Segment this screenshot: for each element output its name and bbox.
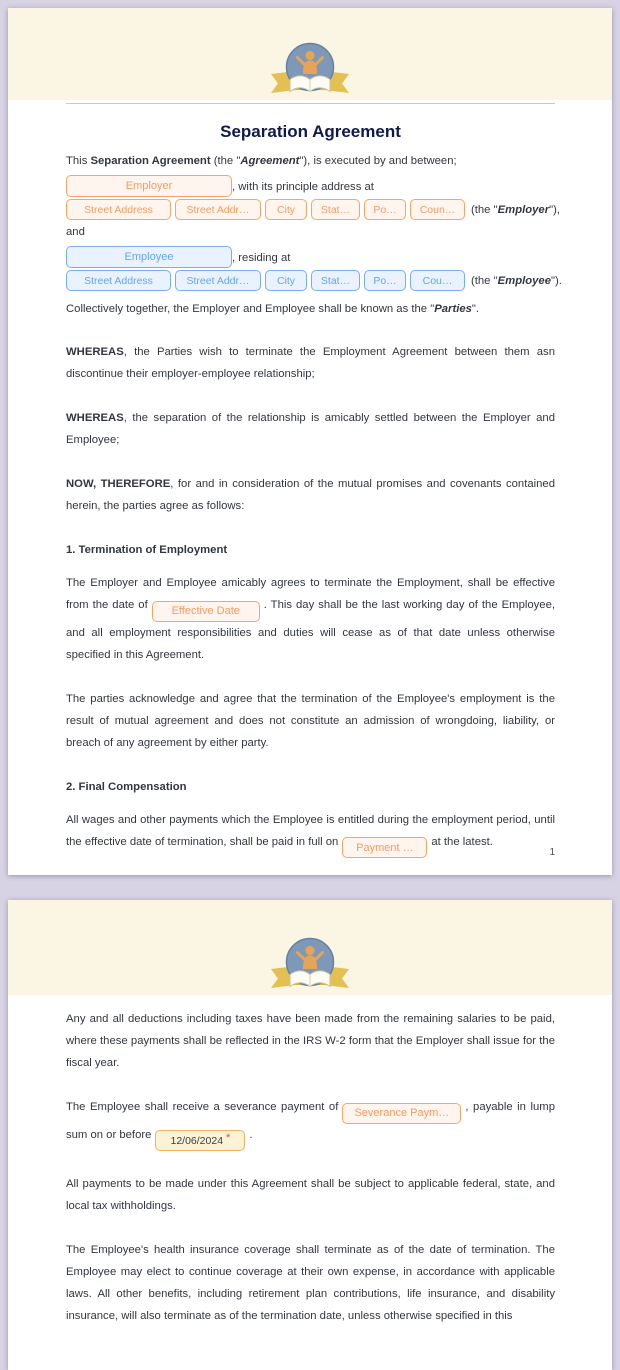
collectively-paragraph xyxy=(66,298,555,320)
employer-country-field[interactable]: Coun… xyxy=(410,199,465,220)
intro-text: This xyxy=(66,155,91,167)
now-therefore-paragraph xyxy=(66,473,555,517)
employee-address-row xyxy=(66,269,562,291)
tax-withholding-paragraph: All payments to be made under this Agreement shall be subject to applicable federal, state, and local tax withholdings. xyxy=(66,1178,555,1212)
severance-paragraph xyxy=(66,1096,555,1151)
logo-icon xyxy=(270,936,350,994)
employer-city-field[interactable]: City xyxy=(265,199,307,220)
compensation-text: All wages and other payments which the Employee is entitled during the employment period, until the effective date of termination, shall be paid in full on xyxy=(66,813,555,848)
suffix-text: (the " xyxy=(471,275,498,287)
collectively-text: Collectively together, the Employer and Employee shall be known as the " xyxy=(66,303,435,315)
employer-postal-field[interactable]: Po… xyxy=(364,199,406,220)
severance-date-value: 12/06/2024 xyxy=(170,1134,224,1147)
now-therefore-text: , for and in consideration of the mutual promises and covenants contained herein, the parties agree as follows: xyxy=(66,478,555,512)
intro-text: (the " xyxy=(210,155,241,167)
intro-paragraph xyxy=(66,151,555,172)
effective-date-field[interactable]: Effective Date xyxy=(152,601,260,622)
severance-text: The Employee shall receive a severance payment of xyxy=(66,1101,339,1113)
compensation-text: at the latest. xyxy=(431,835,493,848)
employer-street-address-2-field[interactable]: Street Addr… xyxy=(175,199,261,220)
final-compensation-paragraph xyxy=(66,809,555,859)
now-therefore-lead: NOW, THEREFORE xyxy=(66,478,171,490)
header-divider xyxy=(66,103,555,104)
employer-name-field[interactable]: Employer xyxy=(66,175,232,197)
employee-suffix-text xyxy=(471,272,562,291)
employee-street-address-field[interactable]: Street Address xyxy=(66,270,171,291)
employer-defined-term: Employer xyxy=(497,204,550,216)
benefits-termination-paragraph: The Employee's health insurance coverage shall terminate as of the date of termination. The Employee may elect to continue coverage at their own expense, in accordance with applicable laws. All other benefits, including retirement plan contributions, life insurance, and disability insurance, will also terminate as of the termination date, unless otherwise specified in this xyxy=(66,1244,555,1322)
and-text: and xyxy=(66,226,85,238)
employee-postal-field[interactable]: Po… xyxy=(364,270,406,291)
whereas-lead: WHEREAS xyxy=(66,346,124,358)
document-page-2 xyxy=(8,900,612,1370)
collectively-text: ". xyxy=(471,303,480,315)
employee-street-address-2-field[interactable]: Street Addr… xyxy=(175,270,261,291)
whereas-lead: WHEREAS xyxy=(66,412,124,424)
acknowledgement-paragraph: The parties acknowledge and agree that the termination of the Employee's employment is the result of mutual agreement and does not constitute an admission of wrongdoing, liability, or breach of any agreement by either party. xyxy=(66,692,555,749)
employee-country-field[interactable]: Cou… xyxy=(410,270,465,291)
employer-state-field[interactable]: Stat… xyxy=(311,199,360,220)
parties-defined-term: Parties xyxy=(434,303,472,315)
severance-text: , payable in lump sum on or before xyxy=(66,1101,555,1141)
severance-date-field[interactable] xyxy=(155,1130,245,1151)
deductions-paragraph: Any and all deductions including taxes have been made from the remaining salaries to be paid, where these payments shall be reflected in the IRS W-2 form that the Employer shall issue for the fiscal year. xyxy=(66,1013,555,1069)
intro-text: "), is executed by and between; xyxy=(299,155,457,167)
whereas-text: , the separation of the relationship is amicably settled between the Employer and Employee; xyxy=(66,412,555,446)
required-asterisk: * xyxy=(226,1131,231,1144)
termination-text: The Employer and Employee amicably agrees to terminate the Employment, shall be effective from the date of xyxy=(66,577,555,611)
suffix-text: "). xyxy=(551,275,562,287)
employee-defined-term: Employee xyxy=(497,275,551,287)
severance-amount-field[interactable]: Severance Paym… xyxy=(342,1103,461,1124)
document-title: Separation Agreement xyxy=(220,122,401,141)
employer-street-address-field[interactable]: Street Address xyxy=(66,199,171,220)
suffix-text: "), xyxy=(549,204,561,216)
section-1-heading: 1. Termination of Employment xyxy=(66,544,228,556)
page-number: 1 xyxy=(549,847,555,858)
employer-suffix-text xyxy=(471,201,560,220)
employer-address-intro-text: , with its principle address at xyxy=(232,181,374,193)
whereas-text: , the Parties wish to terminate the Employment Agreement between them asn discontinue their employer-employee relationship; xyxy=(66,346,555,380)
section-2-heading: 2. Final Compensation xyxy=(66,780,187,793)
employee-address-intro-text: , residing at xyxy=(232,252,291,264)
page-header xyxy=(8,8,612,100)
payment-date-field[interactable]: Payment … xyxy=(342,837,427,858)
employee-name-row xyxy=(66,245,555,268)
suffix-text: (the " xyxy=(471,204,498,216)
termination-paragraph xyxy=(66,572,555,666)
severance-text: . xyxy=(249,1128,253,1141)
whereas-paragraph-1 xyxy=(66,341,555,385)
employer-address-row xyxy=(66,198,561,220)
employee-city-field[interactable]: City xyxy=(265,270,307,291)
page-1-content xyxy=(8,121,612,858)
page-header xyxy=(8,900,612,995)
agreement-defined-term: Agreement xyxy=(240,155,300,167)
whereas-paragraph-2 xyxy=(66,407,555,451)
document-page-1 xyxy=(8,8,612,875)
employer-name-row xyxy=(66,174,555,197)
employee-state-field[interactable]: Stat… xyxy=(311,270,360,291)
termination-text: . This day shall be the last working day of the Employee, and all employment responsibilities and duties will cease as of that date unless otherwise specified in this Agreement. xyxy=(66,599,555,661)
page-2-content xyxy=(8,995,612,1327)
logo-icon xyxy=(270,41,350,99)
intro-bold-term: Separation Agreement xyxy=(90,155,211,167)
employee-name-field[interactable]: Employee xyxy=(66,246,232,268)
